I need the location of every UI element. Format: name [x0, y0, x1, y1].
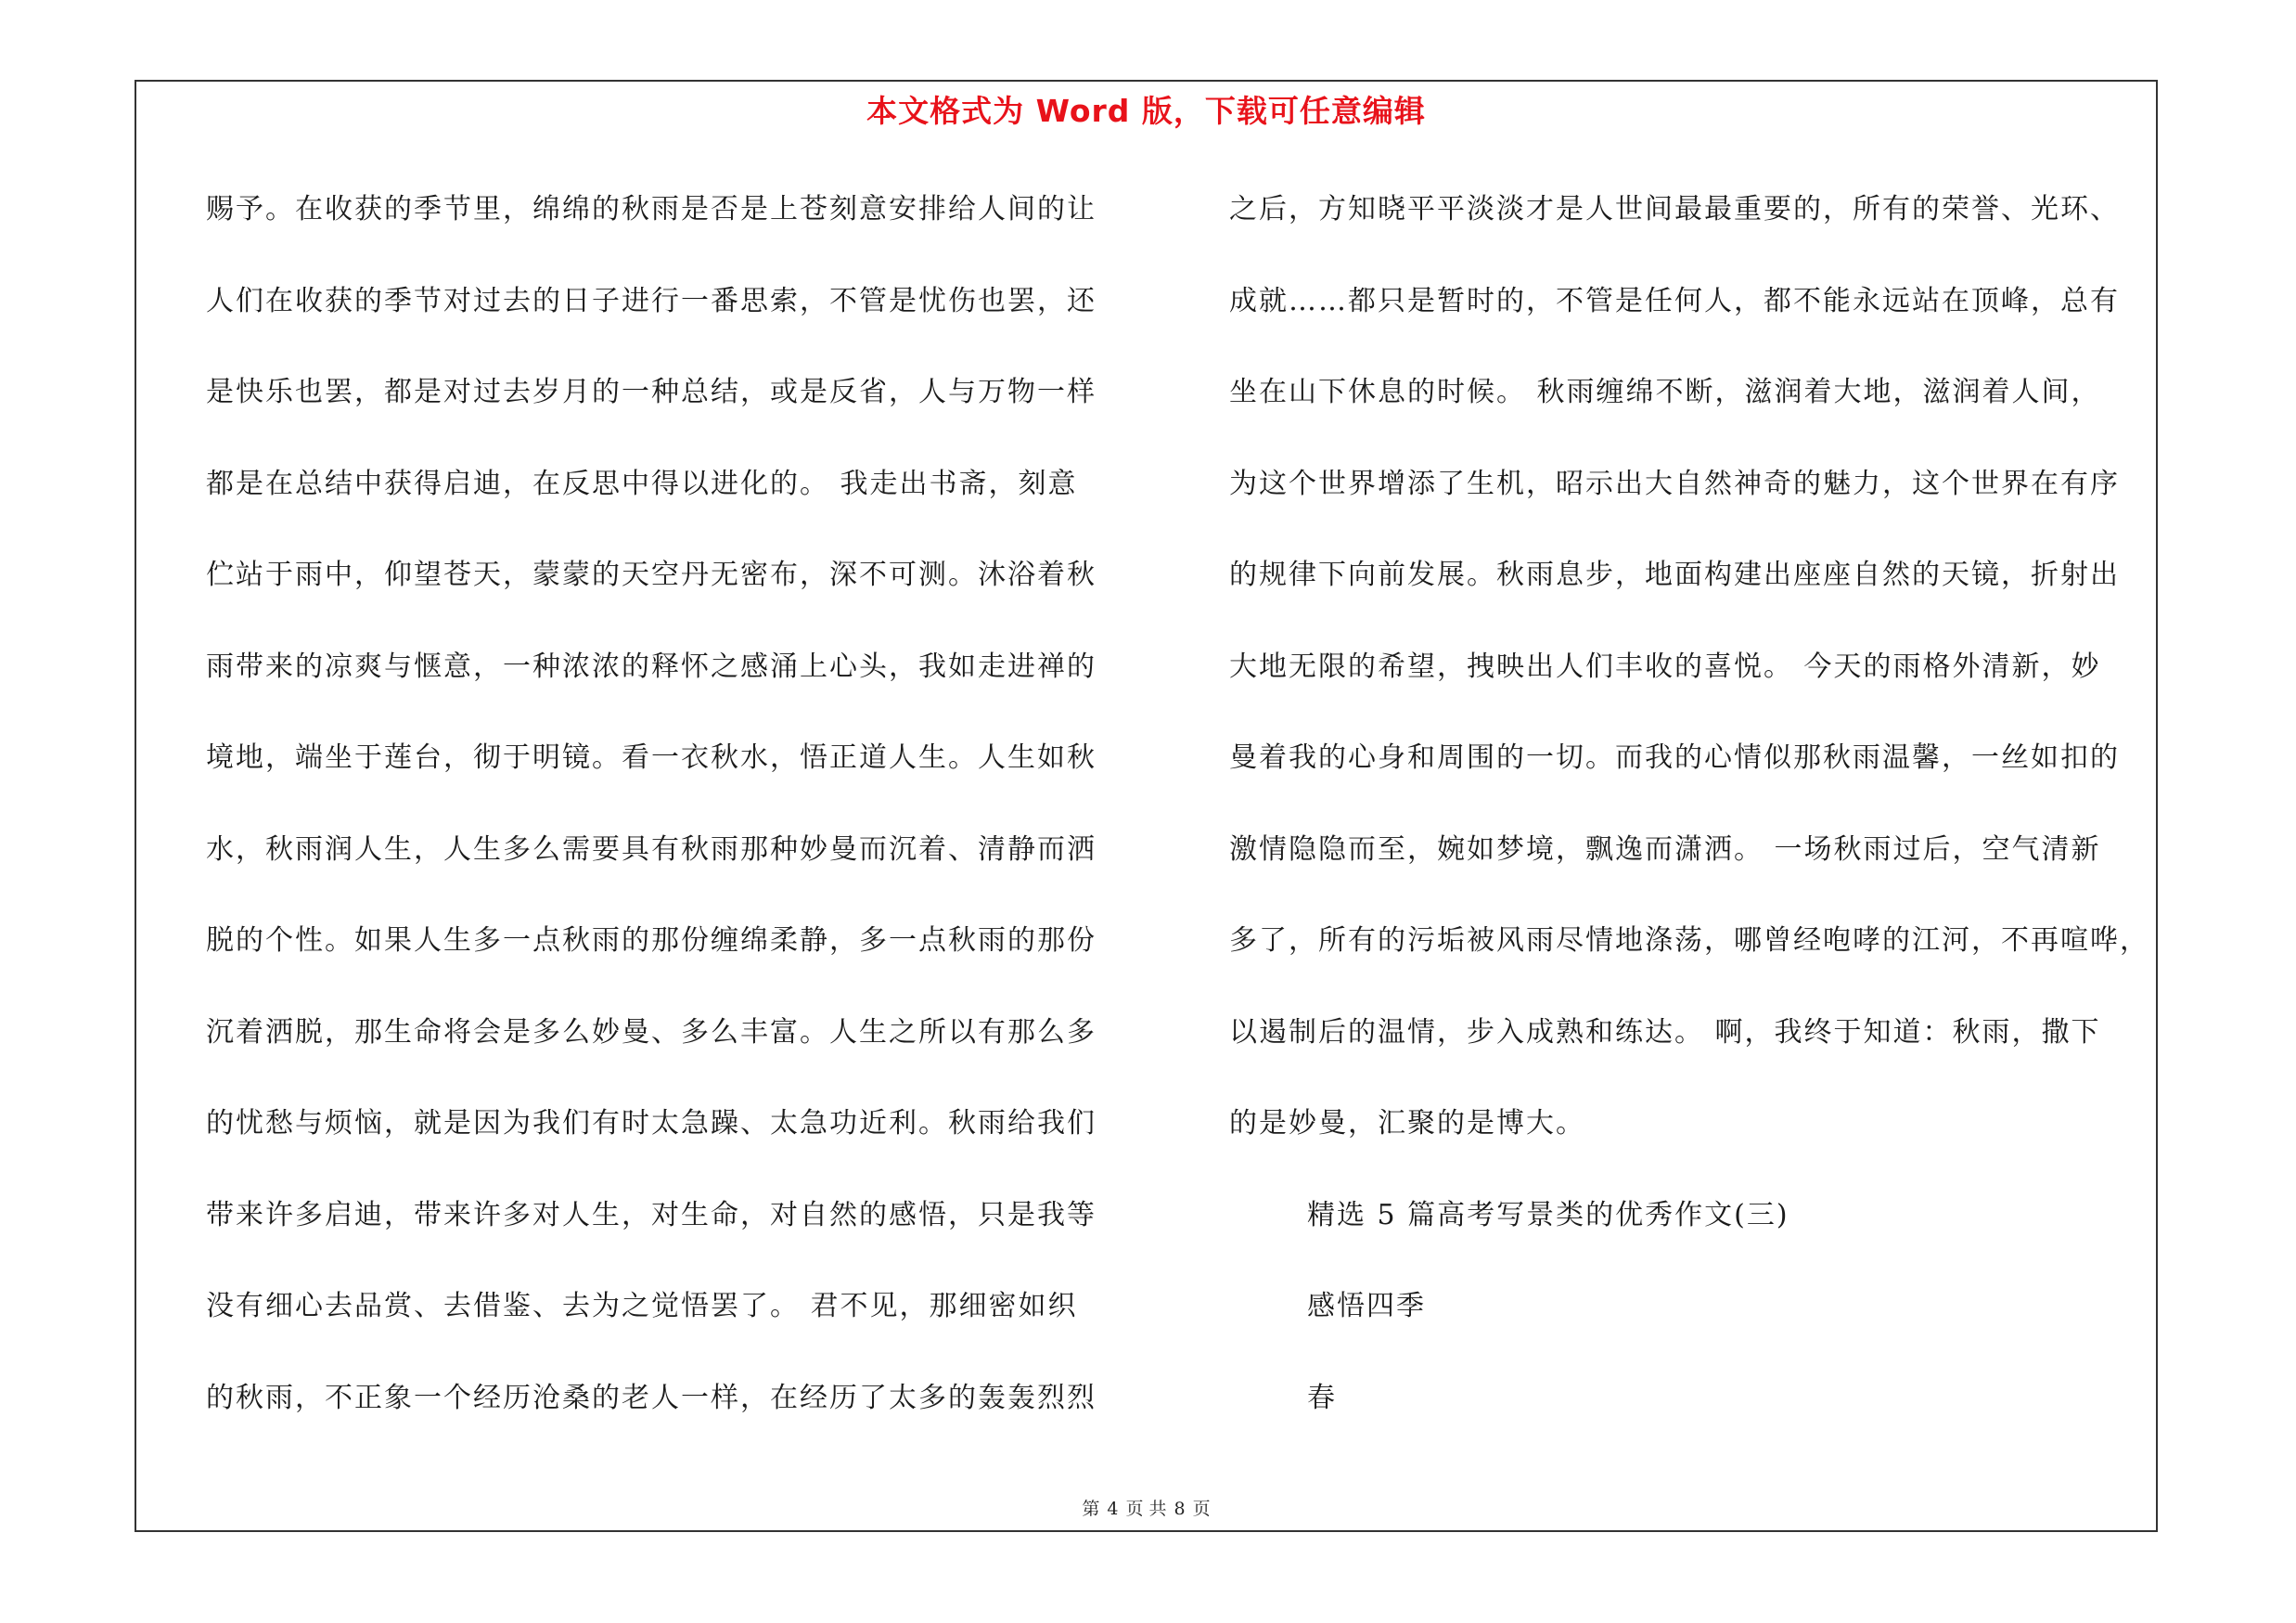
essay-title: 感悟四季 [1307, 1290, 1426, 1322]
subheading: 春 [1307, 1381, 1337, 1414]
text-line: 境地，端坐于莲台，彻于明镜。看一衣秋水，悟正道人生。人生如秋 [206, 741, 1097, 774]
text-line: 是快乐也罢，都是对过去岁月的一种总结，或是反省，人与万物一样 [206, 376, 1097, 408]
footer-middle: 页 共 [1125, 1499, 1167, 1519]
page-footer [135, 1495, 2158, 1520]
text-line: 的规律下向前发展。秋雨息步，地面构建出座座自然的天镜，折射出 [1229, 559, 2120, 591]
left-text-column [206, 182, 1134, 1462]
text-line: 以遏制后的温情，步入成熟和练达。 啊，我终于知道：秋雨，撒下 [1229, 1015, 2101, 1049]
text-line: 的秋雨，不正象一个经历沧桑的老人一样，在经历了太多的轰轰烈烈 [206, 1381, 1097, 1414]
text-line: 水，秋雨润人生，人生多么需要具有秋雨那种妙曼而沉着、清静而洒 [206, 832, 1097, 866]
total-pages-number: 8 [1174, 1499, 1186, 1519]
text-line: 带来许多启迪，带来许多对人生，对生命，对自然的感悟，只是我等 [206, 1198, 1097, 1231]
text-line: 伫站于雨中，仰望苍天，蒙蒙的天空丹无密布，深不可测。沐浴着秋 [206, 559, 1097, 591]
text-line: 曼着我的心身和周围的一切。而我的心情似那秋雨温馨，一丝如扣的 [1229, 741, 2120, 774]
text-line: 赐予。在收获的季节里，绵绵的秋雨是否是上苍刻意安排给人间的让 [206, 193, 1097, 225]
text-line: 成就……都只是暂时的，不管是任何人，都不能永远站在顶峰，总有 [1229, 284, 2120, 317]
text-line: 的忧愁与烦恼，就是因为我们有时太急躁、太急功近利。秋雨给我们 [206, 1107, 1097, 1140]
right-text-column [1229, 182, 2166, 1462]
text-line: 人们在收获的季节对过去的日子进行一番思索，不管是忧伤也罢，还 [206, 284, 1097, 317]
footer-prefix: 第 [1082, 1499, 1100, 1519]
text-line: 大地无限的希望，拽映出人们丰收的喜悦。 今天的雨格外清新，妙 [1229, 650, 2101, 683]
text-line: 多了，所有的污垢被风雨尽情地涤荡，哪曾经咆哮的江河，不再喧哗， [1229, 924, 2149, 957]
current-page-number: 4 [1107, 1499, 1119, 1519]
text-line: 坐在山下休息的时候。 秋雨缠绵不断，滋润着大地，滋润着人间， [1229, 376, 2101, 408]
text-line: 脱的个性。如果人生多一点秋雨的那份缠绵柔静，多一点秋雨的那份 [206, 924, 1097, 957]
text-line: 没有细心去品赏、去借鉴、去为之觉悟罢了。 君不见，那细密如织 [206, 1290, 1078, 1322]
text-line: 的是妙曼，汇聚的是博大。 [1229, 1107, 1585, 1140]
format-notice-banner: 本文格式为 Word 版，下载可任意编辑 [866, 93, 1426, 129]
text-line: 为这个世界增添了生机，昭示出大自然神奇的魅力，这个世界在有序 [1229, 467, 2120, 500]
section-title: 精选 5 篇高考写景类的优秀作文(三) [1307, 1198, 1789, 1231]
footer-suffix: 页 [1192, 1499, 1211, 1519]
text-line: 雨带来的凉爽与惬意，一种浓浓的释怀之感涌上心头，我如走进禅的 [206, 650, 1097, 683]
text-line: 激情隐隐而至，婉如梦境，飘逸而潇洒。 一场秋雨过后，空气清新 [1229, 832, 2101, 866]
text-line: 之后，方知晓平平淡淡才是人世间最最重要的，所有的荣誉、光环、 [1229, 193, 2120, 225]
text-line: 都是在总结中获得启迪，在反思中得以进化的。 我走出书斋，刻意 [206, 467, 1078, 500]
text-line: 沉着洒脱，那生命将会是多么妙曼、多么丰富。人生之所以有那么多 [206, 1015, 1097, 1049]
